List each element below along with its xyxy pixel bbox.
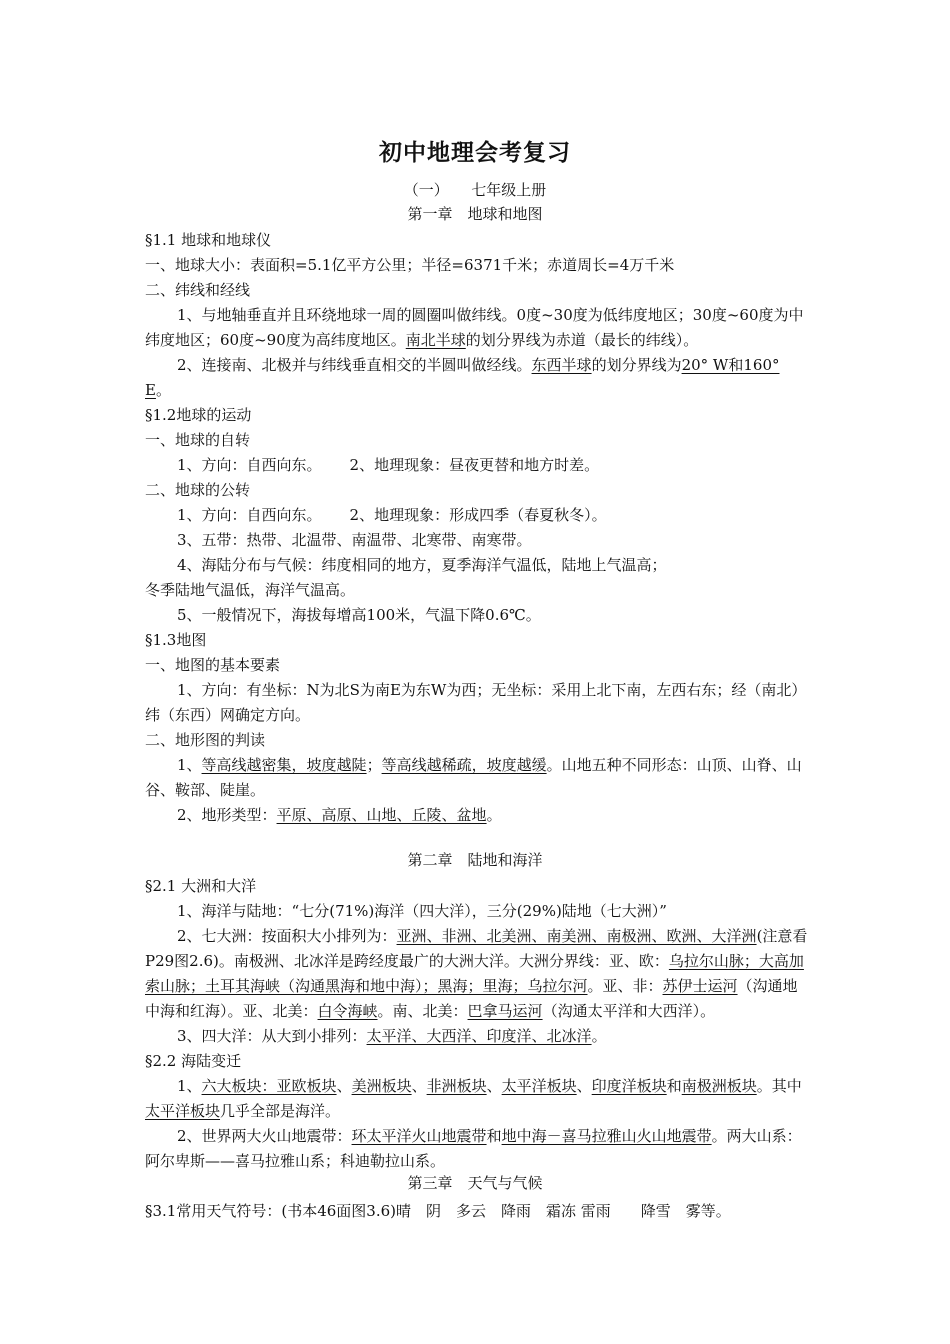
key-term: 等高线越稀疏，坡度越缓 — [381, 756, 547, 774]
paragraph: 冬季陆地气温低，海洋气温高。 — [145, 581, 356, 599]
key-term: 印度洋板块 — [591, 1077, 667, 1095]
chapter-2-heading: 第二章 陆地和海洋 — [407, 851, 543, 869]
section-heading: §2.1 大洲和大洋 — [145, 877, 257, 895]
key-term: 非洲板块 — [426, 1077, 487, 1095]
key-term: 太平洋板块 — [501, 1077, 577, 1095]
paragraph: 3、四大洋：从大到小排列：太平洋、大西洋、印度洋、北冰洋。 — [177, 1027, 607, 1045]
section-heading: §1.3地图 — [145, 631, 207, 649]
paragraph: 2、世界两大火山地震带：环太平洋火山地震带和地中海－喜马拉雅山火山地震带。两大山系：阿尔卑斯——喜马拉雅山系；科迪勒拉山系。 — [145, 1127, 802, 1170]
key-term: 平原、高原、山地、丘陵、盆地 — [276, 806, 487, 824]
paragraph: 1、方向：自西向东。 2、地理现象：形成四季（春夏秋冬）。 — [177, 506, 607, 524]
key-term: 巴拿马运河 — [467, 1002, 543, 1020]
paragraph: 1、六大板块：亚欧板块、美洲板块、非洲板块、太平洋板块、印度洋板块和南极洲板块。其中太平洋板块几乎全部是海洋。 — [145, 1077, 802, 1120]
chapter-3-heading: 第三章 天气与气候 — [407, 1174, 543, 1192]
paragraph: 1、等高线越密集，坡度越陡；等高线越稀疏，坡度越缓。山地五种不同形态：山顶、山脊、山谷、鞍部、陡崖。 — [145, 756, 802, 799]
key-term: 太平洋板块 — [145, 1102, 221, 1120]
key-term: 太平洋、大西洋、印度洋、北冰洋 — [366, 1027, 592, 1045]
paragraph: 4、海陆分布与气候：纬度相同的地方，夏季海洋气温低，陆地上气温高； — [177, 556, 667, 574]
paragraph: 1、方向：自西向东。 2、地理现象：昼夜更替和地方时差。 — [177, 456, 600, 474]
paragraph: 一、地球大小：表面积=5.1亿平方公里；半径=6371千米；赤道周长=4万千米 — [145, 256, 675, 274]
key-term: 白令海峡 — [317, 1002, 378, 1020]
volume-subtitle: （一） 七年级上册 — [403, 181, 547, 199]
key-term: 苏伊士运河 — [662, 977, 738, 995]
section-heading: §1.1 地球和地球仪 — [145, 231, 272, 249]
document-title: 初中地理会考复习 — [379, 140, 571, 166]
paragraph: 二、地球的公转 — [145, 481, 251, 499]
paragraph: 一、地球的自转 — [145, 431, 251, 449]
paragraph: 5、一般情况下，海拔每增高100米，气温下降0.6℃。 — [177, 606, 541, 624]
paragraph: 二、纬线和经线 — [145, 281, 251, 299]
key-term: 亚洲、非洲、北美洲、南美洲、南极洲、欧洲、大洋洲 — [396, 927, 757, 945]
paragraph: 二、地形图的判读 — [145, 731, 266, 749]
section-heading: §1.2地球的运动 — [145, 406, 252, 424]
key-term: 乌拉尔山脉；大高加索山脉；土耳其海峡（沟通黑海和地中海）；黑海；里海；乌拉尔河 — [145, 952, 804, 995]
key-term: 南极洲板块 — [681, 1077, 757, 1095]
paragraph: 2、地形类型：平原、高原、山地、丘陵、盆地。 — [177, 806, 502, 824]
key-term: 美洲板块 — [351, 1077, 412, 1095]
document-body — [145, 228, 810, 1224]
chapter-1-heading: 第一章 地球和地图 — [407, 205, 543, 223]
key-term: 环太平洋火山地震带 — [351, 1127, 487, 1145]
paragraph: 1、方向：有坐标：N为北S为南E为东W为西；无坐标：采用上北下南，左西右东；经（南北）纬（东西）网确定方向。 — [145, 681, 807, 724]
paragraph: 2、连接南、北极并与纬线垂直相交的半圆叫做经线。东西半球的划分界线为20° W和160° E。 — [145, 356, 780, 399]
paragraph: 一、地图的基本要素 — [145, 656, 281, 674]
key-term: 等高线越密集，坡度越陡 — [201, 756, 367, 774]
paragraph: 1、与地轴垂直并且环绕地球一周的圆圈叫做纬线。0度~30度为低纬度地区；30度~60度为中纬度地区；60度~90度为高纬度地区。南北半球的划分界线为赤道（最长的纬线）。 — [145, 306, 804, 349]
key-term: 南北半球 — [405, 331, 466, 349]
section-heading: §2.2 海陆变迁 — [145, 1052, 242, 1070]
key-term: 地中海－喜马拉雅山火山地震带 — [501, 1127, 712, 1145]
paragraph: 2、七大洲：按面积大小排列为：亚洲、非洲、北美洲、南美洲、南极洲、欧洲、大洋洲(注意看P29图2.6)。南极洲、北冰洋是跨经度最广的大洲大洋。大洲分界线：亚、欧：乌拉尔山脉；大高加索山脉；土耳其海峡（沟通黑海和地中海）；黑海；里海；乌拉尔河。亚、非：苏伊士运河（沟通地中海和红海）。亚、北美：白令海峡。南、北美：巴拿马运河（沟通太平洋和大西洋）。 — [145, 927, 808, 1020]
key-term: 六大板块：亚欧板块 — [201, 1077, 337, 1095]
paragraph: 3、五带：热带、北温带、南温带、北寒带、南寒带。 — [177, 531, 532, 549]
key-term: 东西半球 — [531, 356, 592, 374]
paragraph: 1、海洋与陆地：“七分(71%)海洋（四大洋），三分(29%)陆地（七大洲）” — [177, 902, 667, 920]
section-heading: §3.1常用天气符号：(书本46面图3.6)晴 阴 多云 降雨 霜冻 雷雨 降雪 雾等。 — [145, 1202, 731, 1220]
key-term: 20° W和160° E — [145, 356, 780, 399]
